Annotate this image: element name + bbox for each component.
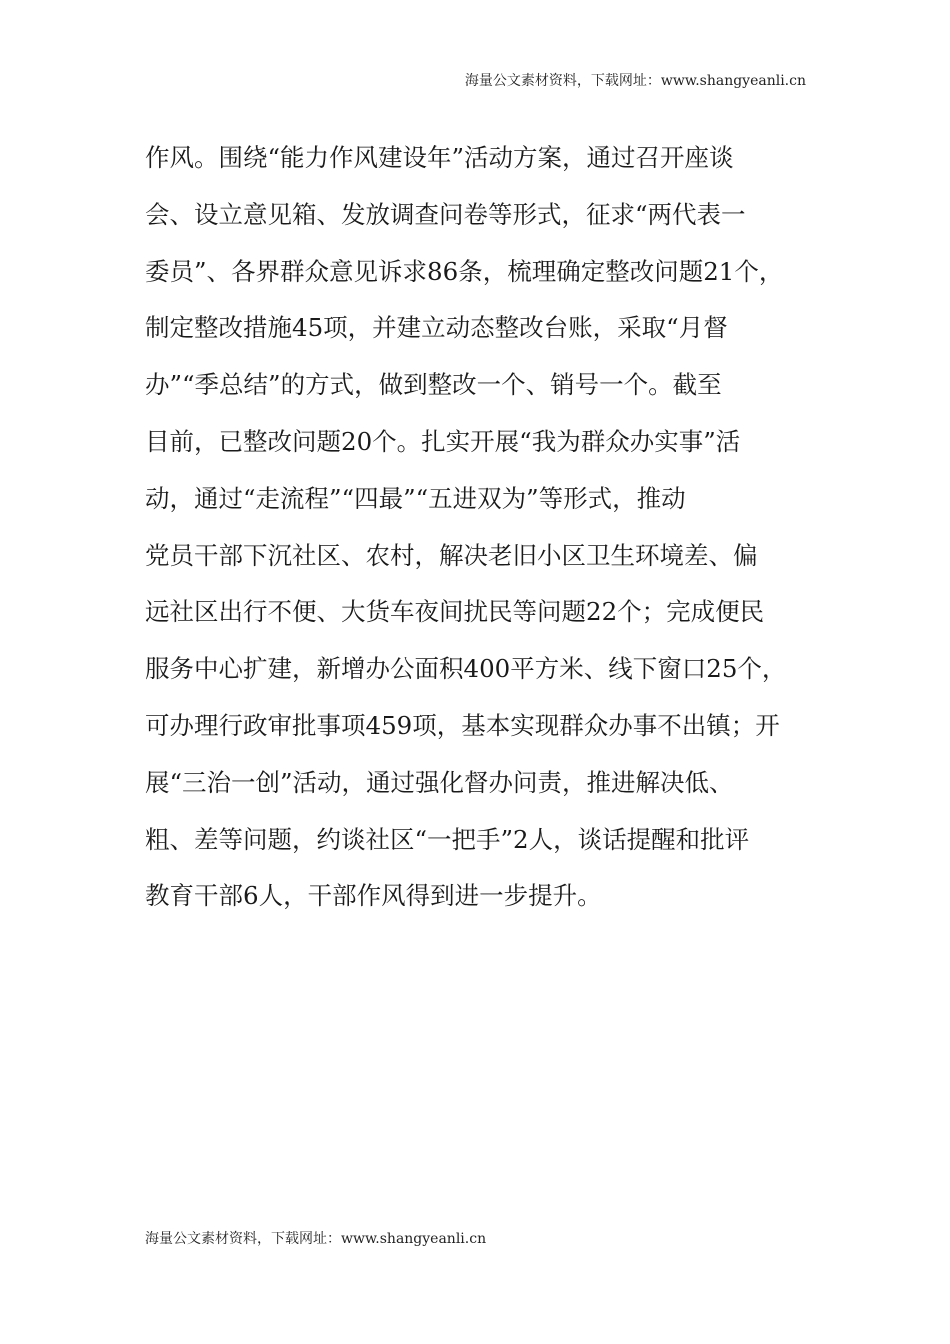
body-line: 动，通过“走流程”“四最”“五进双为”等形式，推动 (145, 483, 686, 513)
body-line: 办”“季总结”的方式，做到整改一个、销号一个。截至 (145, 370, 722, 400)
body-line: 委员”、各界群众意见诉求86条，梳理确定整改问题21个， (145, 256, 784, 286)
document-body (145, 130, 825, 925)
body-line: 可办理行政审批事项459项，基本实现群众办事不出镇；开 (145, 710, 780, 740)
body-line: 粗、差等问题，约谈社区“一把手”2人，谈话提醒和批评 (145, 824, 750, 854)
body-line: 制定整改措施45项，并建立动态整改台账，采取“月督 (145, 313, 728, 343)
body-line: 教育干部6人，干部作风得到进一步提升。 (145, 881, 602, 911)
body-line: 服务中心扩建，新增办公面积400平方米、线下窗口25个， (145, 654, 787, 684)
body-line: 作风。围绕“能力作风建设年”活动方案，通过召开座谈 (145, 143, 734, 172)
body-line: 远社区出行不便、大货车夜间扰民等问题22个；完成便民 (145, 597, 765, 627)
body-line: 党员干部下沉社区、农村，解决老旧小区卫生环境差、偏 (145, 540, 758, 570)
page-header: 海量公文素材资料，下载网址：www.shangyeanli.cn (464, 73, 806, 89)
page-footer: 海量公文素材资料，下载网址：www.shangyeanli.cn (145, 1231, 487, 1247)
body-line: 目前，已整改问题20个。扎实开展“我为群众办实事”活 (145, 426, 741, 456)
body-line: 会、设立意见箱、发放调查问卷等形式，征求“两代表一 (145, 199, 746, 229)
body-line: 展“三治一创”活动，通过强化督办问责，推进解决低、 (145, 767, 734, 797)
